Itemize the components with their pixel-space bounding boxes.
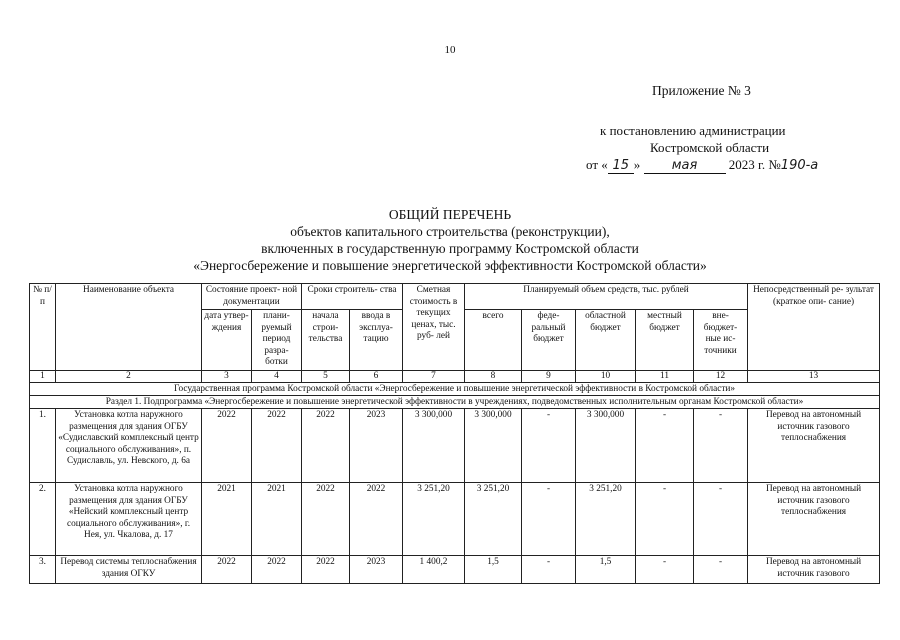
table-row: [30, 483, 880, 556]
colnum: 9: [522, 371, 576, 383]
colnum: 7: [403, 371, 465, 383]
estimated-cost: 3 251,20: [403, 483, 465, 556]
colnum: 4: [252, 371, 302, 383]
colnum: 12: [694, 371, 748, 383]
federal-amount: -: [522, 409, 576, 483]
total-amount: 3 251,20: [465, 483, 522, 556]
approval-date: 2021: [202, 483, 252, 556]
document-subtitle-2: включенных в государственную программу Костромской области: [261, 241, 639, 256]
colnum: 11: [636, 371, 694, 383]
document-subtitle-3: «Энергосбережение и повышение энергетической эффективности Костромской области»: [193, 258, 707, 273]
colnum: 5: [302, 371, 350, 383]
extrabudget-amount: -: [694, 409, 748, 483]
date-year: 2023 г. №: [725, 157, 781, 172]
dev-period: 2021: [252, 483, 302, 556]
objects-table: [29, 283, 880, 584]
header-approval-date: дата утвер- ждения: [202, 310, 252, 371]
commissioning: 2022: [350, 483, 403, 556]
date-prefix: от «: [586, 157, 608, 172]
table-row: [30, 409, 880, 483]
construction-start: 2022: [302, 409, 350, 483]
total-amount: 1,5: [465, 556, 522, 584]
extrabudget-amount: -: [694, 556, 748, 584]
object-name: Перевод системы теплоснабжения здания ОГКУ: [56, 556, 202, 584]
header-extrabudget: вне- бюджет- ные ис- точники: [694, 310, 748, 371]
header-design-docs: Состояние проект- ной документации: [202, 284, 302, 310]
resolution-reference: к постановлению администрации: [600, 123, 786, 138]
program-title: Государственная программа Костромской области «Энергосбережение и повышение энергетической эффективности в Костромской области»: [30, 383, 880, 396]
approval-date: 2022: [202, 556, 252, 584]
commissioning: 2023: [350, 409, 403, 483]
federal-amount: -: [522, 556, 576, 584]
header-start: начала строи- тельства: [302, 310, 350, 371]
colnum: 6: [350, 371, 403, 383]
direct-result: Перевод на автономный источник газового теплоснабжения: [748, 483, 880, 556]
header-federal: феде- ральный бюджет: [522, 310, 576, 371]
header-total: всего: [465, 310, 522, 371]
regional-amount: 3 300,000: [576, 409, 636, 483]
colnum: 13: [748, 371, 880, 383]
colnum: 3: [202, 371, 252, 383]
table-row: [30, 556, 880, 584]
direct-result: Перевод на автономный источник газового теплоснабжения: [748, 409, 880, 483]
total-amount: 3 300,000: [465, 409, 522, 483]
estimated-cost: 1 400,2: [403, 556, 465, 584]
colnum: 2: [56, 371, 202, 383]
federal-amount: -: [522, 483, 576, 556]
header-local: местный бюджет: [636, 310, 694, 371]
date-mid: »: [633, 157, 644, 172]
construction-start: 2022: [302, 483, 350, 556]
estimated-cost: 3 300,000: [403, 409, 465, 483]
header-regional: областной бюджет: [576, 310, 636, 371]
program-row: [30, 383, 880, 396]
colnum: 10: [576, 371, 636, 383]
local-amount: -: [636, 556, 694, 584]
commissioning: 2023: [350, 556, 403, 584]
region-name: Костромской области: [650, 140, 770, 155]
header-construction-terms: Сроки строитель- ства: [302, 284, 403, 310]
document-number-handwritten: 190-а: [780, 158, 819, 173]
object-name: Установка котла наружного размещения для здания ОГБУ «Нейский комплексный центр социального обслуживания», г. Нея, ул. Чкалова, д. 17: [56, 483, 202, 556]
resolution-date-line: [586, 157, 818, 174]
section-title: Раздел 1. Подпрограмма «Энергосбережение и повышение энергетической эффективности в учреждениях, подведомственных исполнительным органам Костромской области»: [30, 396, 880, 409]
dev-period: 2022: [252, 409, 302, 483]
header-name: Наименование объекта: [56, 284, 202, 371]
row-num: 2.: [30, 483, 56, 556]
local-amount: -: [636, 483, 694, 556]
header-dev-period: плани- руемый период разра- ботки: [252, 310, 302, 371]
date-day-handwritten: 15: [608, 159, 634, 174]
row-num: 1.: [30, 409, 56, 483]
colnum: 8: [465, 371, 522, 383]
extrabudget-amount: -: [694, 483, 748, 556]
header-commissioning: ввода в эксплуа- тацию: [350, 310, 403, 371]
header-estimated-cost: Сметная стоимость в текущих ценах, тыс. руб- лей: [403, 284, 465, 371]
appendix-label: Приложение № 3: [652, 83, 751, 98]
local-amount: -: [636, 409, 694, 483]
object-name: Установка котла наружного размещения для здания ОГБУ «Судиславский комплексный центр социального обслуживания», п. Судиславль, ул. Невского, д. 6а: [56, 409, 202, 483]
dev-period: 2022: [252, 556, 302, 584]
regional-amount: 3 251,20: [576, 483, 636, 556]
regional-amount: 1,5: [576, 556, 636, 584]
header-result: Непосредственный ре- зультат (краткое опи- сание): [748, 284, 880, 371]
header-row-1: [30, 284, 880, 310]
approval-date: 2022: [202, 409, 252, 483]
document-subtitle-1: объектов капитального строительства (реконструкции),: [290, 224, 610, 239]
direct-result: Перевод на автономный источник газового: [748, 556, 880, 584]
header-num: № п/п: [30, 284, 56, 371]
construction-start: 2022: [302, 556, 350, 584]
header-planned-volume: Планируемый объем средств, тыс. рублей: [465, 284, 748, 310]
column-numbers-row: [30, 371, 880, 383]
row-num: 3.: [30, 556, 56, 584]
colnum: 1: [30, 371, 56, 383]
page-number: 10: [444, 44, 456, 56]
date-month-handwritten: мая: [644, 159, 726, 174]
section-row: [30, 396, 880, 409]
document-title: ОБЩИЙ ПЕРЕЧЕНЬ: [388, 207, 512, 222]
